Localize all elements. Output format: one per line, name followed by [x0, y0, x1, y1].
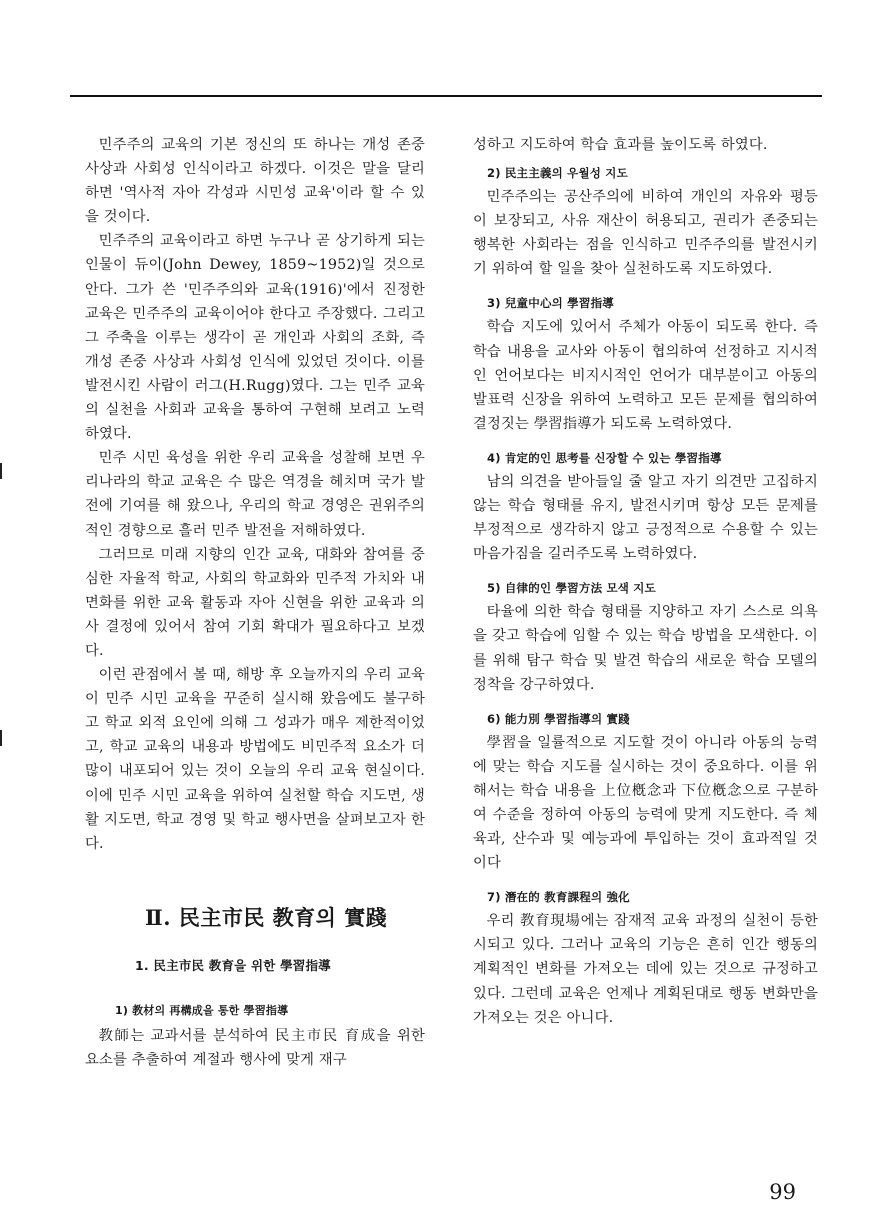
right-column [473, 133, 818, 1030]
margin-mark [0, 463, 2, 479]
body-paragraph: 타율에 의한 학습 형태를 지양하고 자기 스스로 의욕을 갖고 학습에 임할 수 있는 학습 방법을 모색한다. 이를 위해 탐구 학습 및 발견 학습의 새로운 학습 모델의 정착을 강구하였다. [473, 604, 818, 693]
body-paragraph: 教師는 교과서를 분석하여 民主市民 育成을 위한 요소를 추출하여 계절과 행사에 맞게 재구 [85, 1027, 425, 1068]
body-paragraph: 성하고 지도하여 학습 효과를 높이도록 하였다. [473, 137, 768, 153]
subsection-title: 1) 教材의 再構成을 통한 學習指導 [115, 1003, 289, 1017]
body-paragraph: 學習을 일률적으로 지도할 것이 아니라 아동의 능력에 맞는 학습 지도를 실시하는 것이 중요하다. 이를 위해서는 학습 내용을 上位槪念과 下位槪念으로 구분하여 수준을 정하여 아동의 능력에 맞게 지도한다. 즉 체육과, 산수과 및 예능과에 투입하는 것이 효과적일 것이다 [473, 734, 818, 872]
margin-mark [0, 730, 2, 746]
chapter-title: Ⅱ. 民主市民 教育의 實踐 [145, 904, 388, 930]
body-paragraph: 민주주의 교육이라고 하면 누구나 곧 상기하게 되는 인물이 듀이(John Dewey, 1859~1952)일 것으로 안다. 그가 쓴 '민주주의와 교육(1916)'에서 진정한 교육은 민주주의 교육이어야 한다고 주장했다. 그리고 그 주축을 이루는 생각이 곧 개인과 사회의 조화, 즉 개성 존중 사상과 사회성 인식에 있었던 것이다. 이를 발전시킨 사람이 러그(H.Rugg)였다. 그는 민주 교육의 실천을 사회과 교육을 통하여 구현해 보려고 노력하였다. [85, 233, 425, 443]
subsection-title: 5) 自律的인 學習方法 모색 지도 [487, 581, 656, 596]
subsection-title: 2) 民主主義의 우월성 지도 [487, 166, 628, 181]
body-paragraph: 이런 관점에서 볼 때, 해방 후 오늘까지의 우리 교육이 민주 시민 교육을 꾸준히 실시해 왔음에도 불구하고 학교 외적 요인에 의해 그 성과가 매우 제한적이었고, 학교 교육의 내용과 방법에도 비민주적 요소가 더 많이 내포되어 있는 것이 오늘의 우리 교육 현실이다. 이에 민주 시민 교육을 위하여 실천할 학습 지도면, 생활 지도면, 학교 경영 및 학교 행사면을 살펴보고자 한다. [85, 667, 425, 852]
left-column [85, 133, 425, 1072]
body-paragraph: 학습 지도에 있어서 주체가 아동이 되도록 한다. 즉 학습 내용을 교사와 아동이 협의하여 선정하고 지시적인 언어보다는 비지시적인 언어가 대부분이고 아동의 발표력 신장을 위하여 노력하고 모든 문제를 협의하여 결정짓는 學習指導가 되도록 노력하였다. [473, 319, 818, 432]
subsection-title: 3) 兒童中心의 學習指導 [487, 296, 614, 311]
section-title: 1. 民主市民 教育을 위한 學習指導 [135, 957, 331, 973]
subsection-title: 7) 潛在的 教育課程의 強化 [487, 890, 630, 905]
subsection-title: 6) 能力別 學習指導의 實踐 [487, 711, 630, 726]
body-paragraph: 우리 教育現場에는 잠재적 교육 과정의 실천이 등한시되고 있다. 그러나 교육의 기능은 흔히 인간 행동의 계획적인 변화를 가져오는 데에 있는 것으로 규정하고 있다. 그런데 교육은 언제나 계획된대로 행동 변화만을 가져오는 것은 아니다. [473, 913, 818, 1026]
body-paragraph: 그러므로 미래 지향의 인간 교육, 대화와 참여를 중심한 자율적 학교, 사회의 학교화와 민주적 가치와 내면화를 위한 교육 활동과 자아 신현을 위한 교육과 의사 결정에 있어서 참여 기회 확대가 필요하다고 보겠다. [85, 546, 425, 659]
body-paragraph: 남의 의견을 받아들일 줄 알고 자기 의견만 고집하지 않는 학습 형태를 유지, 발전시키며 항상 모든 문제를 부정적으로 생각하지 않고 긍정적으로 수용할 수 있는 마음가짐을 길러주도록 노력하였다. [473, 473, 818, 563]
header-rule [70, 95, 822, 97]
body-paragraph: 민주 시민 육성을 위한 우리 교육을 성찰해 보면 우리나라의 학교 교육은 수 많은 역경을 헤치며 국가 발전에 기여를 해 왔으나, 우리의 학교 경영은 권위주의적인 경향으로 흘러 민주 발전을 저해하였다. [85, 450, 425, 539]
page-number: 99 [769, 1180, 796, 1204]
subsection-title: 4) 肯定的인 思考를 신장할 수 있는 學習指導 [487, 450, 722, 465]
body-paragraph: 민주주의는 공산주의에 비하여 개인의 자유와 평등이 보장되고, 사유 재산이 허용되고, 권리가 존중되는 행복한 사회라는 점을 인식하고 민주주의를 발전시키기 위하여 할 일을 찾아 실천하도록 지도하였다. [473, 189, 818, 278]
body-paragraph: 민주주의 교육의 기본 정신의 또 하나는 개성 존중 사상과 사회성 인식이라고 하겠다. 이것은 말을 달리하면 '역사적 자아 각성과 시민성 교육'이라 할 수 있을 것이다. [85, 137, 425, 226]
